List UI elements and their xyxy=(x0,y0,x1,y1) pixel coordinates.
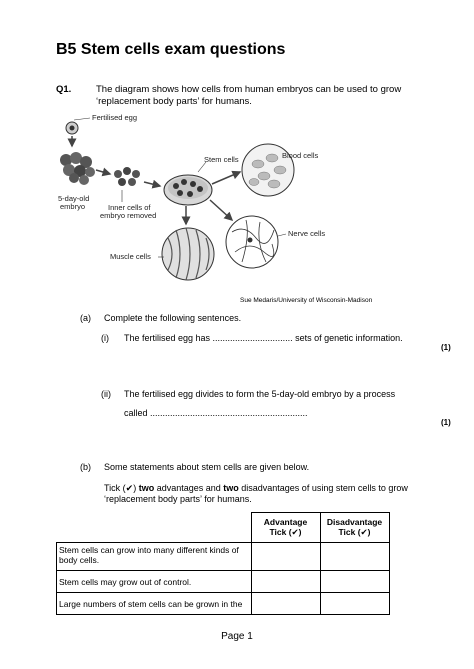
label-muscle-cells: Muscle cells xyxy=(110,252,151,261)
label-inner-cells-line1: Inner cells of xyxy=(108,203,151,212)
label-blood-cells: Blood cells xyxy=(282,151,319,160)
part-a-i-num: (i) xyxy=(101,333,109,343)
part-a-ii-text2: called ............................................................... xyxy=(124,408,308,418)
advantage-tick-cell[interactable] xyxy=(251,571,320,593)
part-a-i-marks: (1) xyxy=(441,343,451,352)
tick-text-post: disadvantages of using stem cells to grow xyxy=(238,483,408,493)
stem-cells-dish-illustration xyxy=(164,175,212,205)
disadvantage-header-line2: Tick (✔) xyxy=(338,527,371,537)
image-credit: Sue Medaris/University of Wisconsin-Madison xyxy=(240,297,373,304)
page-number: Page 1 xyxy=(221,631,253,642)
question-number: Q1. xyxy=(56,84,72,95)
tick-text-two-2: two xyxy=(223,483,239,493)
tick-text-pre: Tick (✔) xyxy=(104,483,139,493)
disadvantage-tick-cell[interactable] xyxy=(320,571,389,593)
part-b-tick-instruction-line2: ‘replacement body parts’ for humans. xyxy=(104,494,252,504)
statement-cell: Stem cells may grow out of control. xyxy=(57,571,252,593)
statement-cell: Large numbers of stem cells can be grown in the xyxy=(57,593,252,615)
disadvantage-tick-cell[interactable] xyxy=(320,543,389,571)
label-nerve-cells: Nerve cells xyxy=(288,229,326,238)
nerve-cells-illustration xyxy=(226,216,278,268)
label-fertilised-egg: Fertilised egg xyxy=(92,113,138,122)
part-b-tick-instruction xyxy=(104,483,408,494)
table-row xyxy=(57,593,390,615)
embryo-illustration xyxy=(60,152,95,185)
disadvantage-header xyxy=(320,513,389,543)
label-stem-cells: Stem cells xyxy=(204,155,239,164)
stem-cell-diagram xyxy=(60,112,360,287)
tick-text-two-1: two xyxy=(138,483,155,493)
part-a-i-text: The fertilised egg has ................................ sets of genetic information. xyxy=(124,333,403,343)
label-embryo-line1: 5-day-old xyxy=(58,194,90,203)
part-a-letter: (a) xyxy=(80,313,91,323)
part-b-letter: (b) xyxy=(80,462,91,472)
part-a-ii-marks: (1) xyxy=(441,418,451,427)
fertilised-egg-illustration xyxy=(66,122,78,134)
part-a-ii-text1: The fertilised egg divides to form the 5-day-old embryo by a process xyxy=(124,389,396,399)
advantages-table xyxy=(56,512,390,615)
table-row xyxy=(57,571,390,593)
statement-cell: Stem cells can grow into many different kinds of body cells. xyxy=(57,543,252,571)
muscle-cells-illustration xyxy=(162,228,214,280)
inner-cells-illustration xyxy=(114,167,140,186)
advantage-tick-cell[interactable] xyxy=(251,543,320,571)
advantage-header-line2: Tick (✔) xyxy=(269,527,302,537)
label-inner-cells-line2: embryo removed xyxy=(100,211,157,220)
question-intro: The diagram shows how cells from human embryos can be used to grow ‘replacement body parts’ for humans. xyxy=(96,84,402,107)
table-row xyxy=(57,543,390,571)
disadvantage-tick-cell[interactable] xyxy=(320,593,389,615)
advantage-header xyxy=(251,513,320,543)
page-title: B5 Stem cells exam questions xyxy=(56,41,286,58)
disadvantage-header-line1: Disadvantage xyxy=(326,517,383,527)
label-embryo-line2: embryo xyxy=(60,202,86,211)
part-a-ii-num: (ii) xyxy=(101,389,111,399)
advantage-header-line1: Advantage xyxy=(263,517,308,527)
part-a-instruction: Complete the following sentences. xyxy=(104,313,242,323)
advantage-tick-cell[interactable] xyxy=(251,593,320,615)
table-empty-header xyxy=(57,513,252,543)
part-b-instruction: Some statements about stem cells are given below. xyxy=(104,462,310,472)
tick-text-mid: advantages and xyxy=(154,483,224,493)
